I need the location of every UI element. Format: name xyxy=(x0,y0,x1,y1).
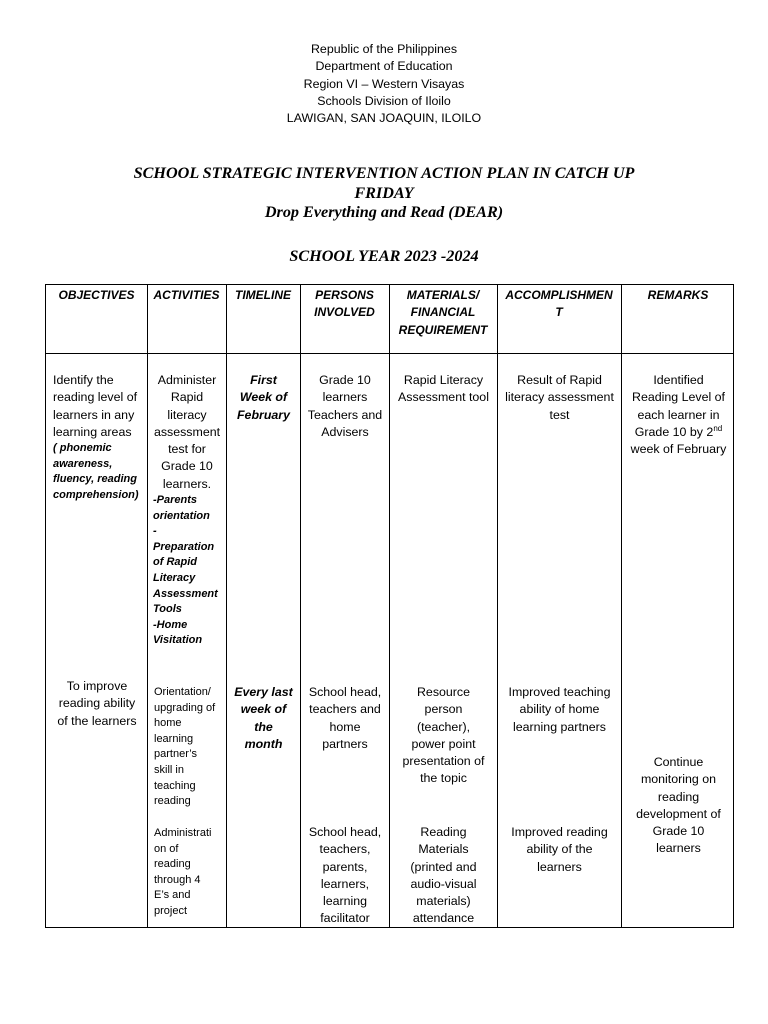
row2-timeline: Every last week of the month xyxy=(234,685,293,751)
row1-materials: Rapid Literacy Assessment tool xyxy=(398,373,489,405)
header-accomplishment: ACCOMPLISHMEN T xyxy=(505,288,613,320)
row3-persons: School head, teachers, parents, learners, learning facilitator xyxy=(308,825,382,926)
row3-materials: Reading Materials (printed and audio-visual materials) attendance xyxy=(410,825,477,926)
row1-persons: Grade 10 learners Teachers and Advisers xyxy=(307,373,383,439)
header-objectives: OBJECTIVES xyxy=(58,288,135,302)
title-line-2: FRIDAY xyxy=(354,183,414,202)
title-line-1: SCHOOL STRATEGIC INTERVENTION ACTION PLAN IN CATCH UP xyxy=(133,164,635,182)
school-year: SCHOOL YEAR 2023 -2024 xyxy=(289,247,479,265)
row2-objective: To improve reading ability of the learners xyxy=(57,679,137,728)
row3-accomplishment: Improved reading ability of the learners xyxy=(511,825,608,874)
row1-accomplishment: Result of Rapid literacy assessment test xyxy=(505,373,614,422)
header-remarks: REMARKS xyxy=(647,288,709,302)
row1-remarks: Identified Reading Level of each learner in Grade 10 by 2nd week of February xyxy=(630,373,727,457)
row1-objective: Identify the reading level of learners in any learning areas ( phonemic awareness, fluency, reading comprehension) xyxy=(53,373,139,501)
title-line-3: Drop Everything and Read (DEAR) xyxy=(264,203,504,221)
row1-activity: Administer Rapid literacy assessment test for Grade 10 learners. -Parents orientation - Preparation of Rapid Literacy Assessment Tools -Home Visitation xyxy=(153,373,221,647)
row2-persons: School head, teachers and home partners xyxy=(308,685,382,751)
action-plan-table xyxy=(45,284,734,928)
row2-remarks: Continue monitoring on reading development of Grade 10 learners xyxy=(636,755,721,856)
header-timeline: TIMELINE xyxy=(235,288,291,302)
header-department: Department of Education xyxy=(315,59,453,74)
row2-accomplishment: Improved teaching ability of home learning partners xyxy=(508,685,611,734)
header-republic: Republic of the Philippines xyxy=(310,42,458,56)
header-division: Schools Division of Iloilo xyxy=(317,93,451,108)
header-materials: MATERIALS/ FINANCIAL REQUIREMENT xyxy=(398,288,488,337)
row2-activity: Orientation/ upgrading of home learning partner’s skill in teaching reading xyxy=(154,686,216,808)
row2-materials: Resource person (teacher), power point presentation of the topic xyxy=(402,685,485,786)
header-row-divider xyxy=(46,353,733,354)
document-title xyxy=(0,164,768,223)
header-region: Region VI – Western Visayas xyxy=(303,76,465,91)
header-persons-involved: PERSONS INVOLVED xyxy=(314,288,375,320)
row1-timeline: First Week of February xyxy=(236,373,291,422)
row3-activity: Administrati on of reading through 4 E’s and project xyxy=(154,827,212,917)
header-school: LAWIGAN, SAN JOAQUIN, ILOILO xyxy=(286,111,482,126)
header-activities: ACTIVITIES xyxy=(153,288,220,302)
document-header xyxy=(0,41,768,127)
